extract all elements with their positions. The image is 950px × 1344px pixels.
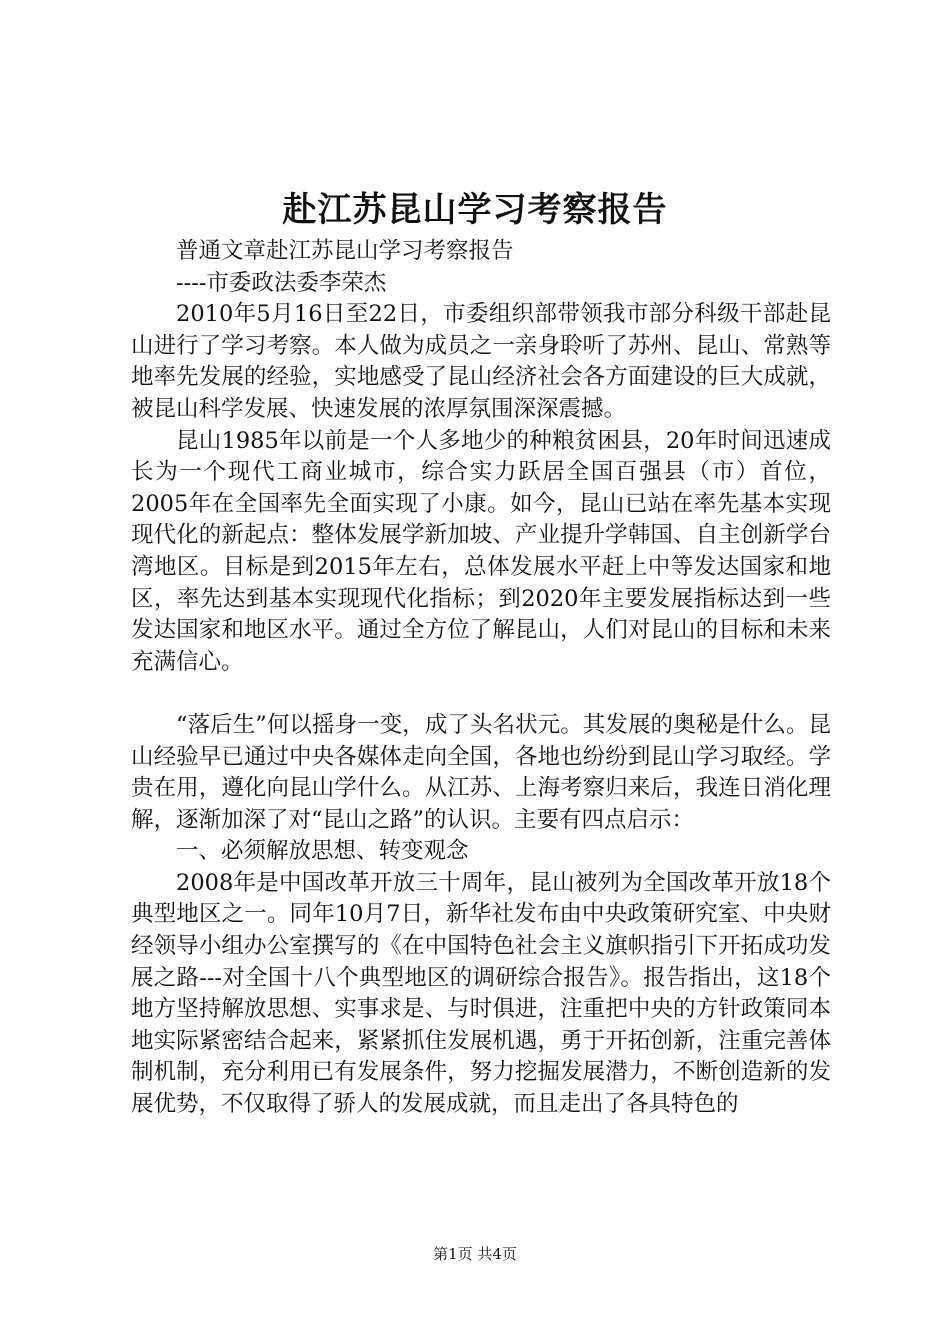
paragraph-author-line: ----市委政法委李荣杰: [176, 269, 387, 296]
paragraph-kunshan-overview: 昆山1985年以前是一个人多地少的种粮贫困县，20年时间迅速成长为一个现代工商业城市，综合实力跃居全国百强县（市）首位，2005年在全国率先全面实现了小康。如今，昆山已站在率先基本实现现代化的新起点：整体发展学新加坡、产业提升学韩国、自主创新学台湾地区。目标是到2015年左右，总体发展水平赶上中等发达国家和地区，率先达到基本实现现代化指标；到2020年主要发展指标达到一些发达国家和地区水平。通过全方位了解昆山，人们对昆山的目标和未来充满信心。: [131, 427, 831, 675]
page-footer: 第1页 共4页: [433, 1245, 517, 1263]
section-heading-1: 一、必须解放思想、转变观念: [176, 838, 469, 865]
document-body: [131, 236, 831, 1121]
paragraph-reform: 2008年是中国改革开放三十周年，昆山被列为全国改革开放18个典型地区之一。同年10月7日，新华社发布由中央政策研究室、中央财经领导小组办公室撰写的《在中国特色社会主义旗帜指引下开拓成功发展之路---对全国十八个典型地区的调研综合报告》。报告指出，这18个地方坚持解放思想、实事求是、与时俱进，注重把中央的方针政策同本地实际紧密结合起来，紧紧抓住发展机遇，勇于开拓创新，注重完善体制机制，充分利用已有发展条件，努力挖掘发展潜力，不断创造新的发展优势，不仅取得了骄人的发展成就，而且走出了各具特色的: [131, 869, 831, 1118]
document-title: 赴江苏昆山学习考察报告: [282, 190, 668, 230]
paragraph-heading-line: 普通文章赴江苏昆山学习考察报告: [176, 238, 514, 264]
paragraph-intro: 2010年5月16日至22日，市委组织部带领我市部分科级干部赴昆山进行了学习考察。本人做为成员之一亲身聆听了苏州、昆山、常熟等地率先发展的经验，实地感受了昆山经济社会各方面建设的巨大成就，被昆山科学发展、快速发展的浓厚氛围深深震撼。: [131, 301, 831, 422]
paragraph-inspiration: “落后生”何以摇身一变，成了头名状元。其发展的奥秘是什么。昆山经验早已通过中央各媒体走向全国，各地也纷纷到昆山学习取经。学贵在用，遵化向昆山学什么。从江苏、上海考察归来后，我连日消化理解，逐渐加深了对“昆山之路”的认识。主要有四点启示：: [131, 711, 831, 833]
